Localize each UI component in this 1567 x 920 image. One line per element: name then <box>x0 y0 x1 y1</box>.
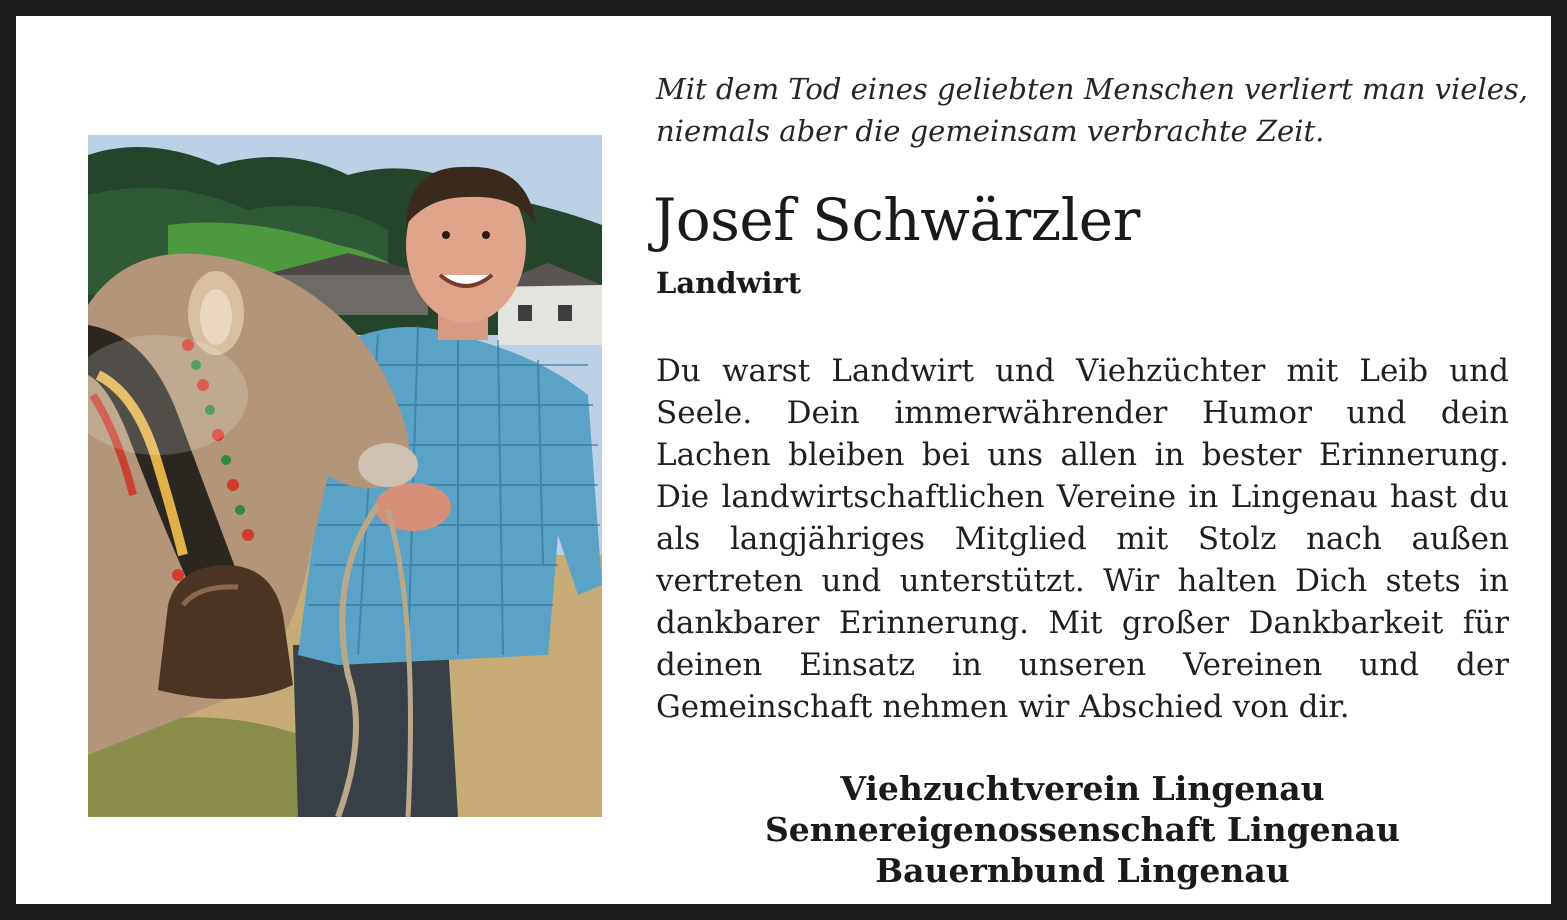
portrait-illustration <box>88 135 602 817</box>
signatory: Sennereigenossenschaft Lingenau <box>764 810 1401 849</box>
signatories-block <box>656 768 1509 891</box>
tribute-text: Du warst Landwirt und Viehzüchter mit Leib und Seele. Dein immerwährender Humor und dein Lachen bleiben bei uns allen in bester Erinnerung. Die landwirtschaftlichen Vereine in Lingenau hast du als langjähriges Mitglied mit Stolz nach außen vertreten und unterstützt. Wir halten Dich stets in dankbarer Erinnerung. Mit großer Dankbarkeit für deinen Einsatz in unseren Vereinen und der Gemeinschaft nehmen wir Abschied von dir. <box>656 353 1509 725</box>
memorial-quote: Mit dem Tod eines geliebten Menschen verliert man vieles, niemals aber die gemeinsam verbrachte Zeit. <box>656 72 1528 148</box>
signatory: Bauernbund Lingenau <box>875 851 1290 890</box>
deceased-name: Josef Schwärzler <box>653 186 1140 254</box>
signatory: Viehzuchtverein Lingenau <box>840 769 1325 808</box>
portrait-photo <box>88 135 602 817</box>
deceased-occupation: Landwirt <box>656 266 802 300</box>
